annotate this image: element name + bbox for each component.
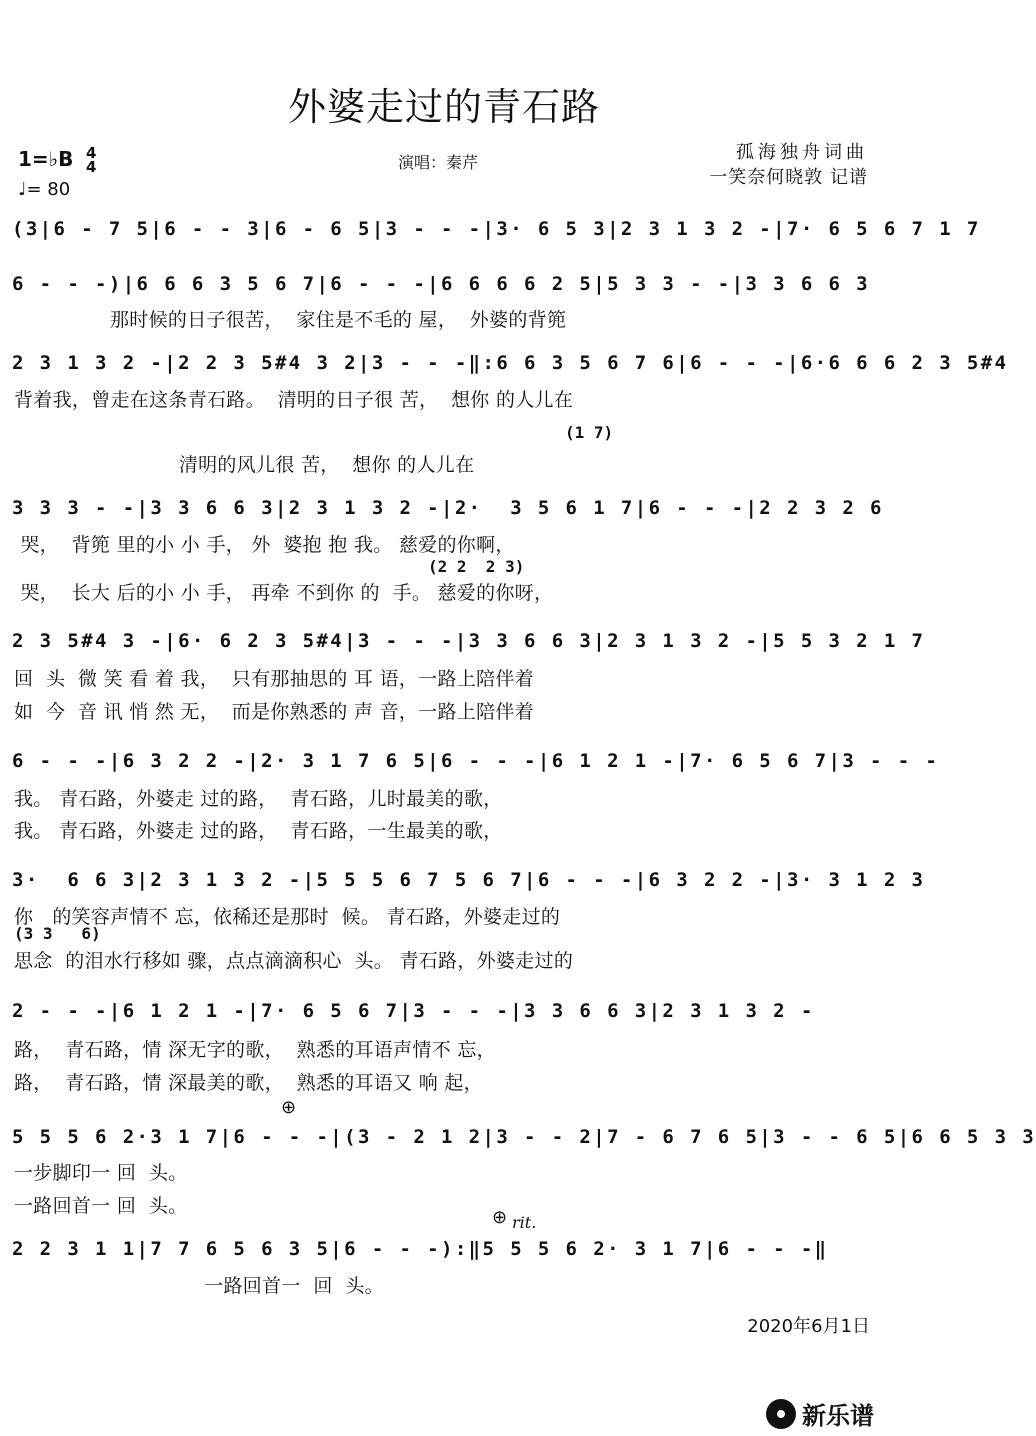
music-line-7: 3· 6 6 3|2 3 1 3 2 -|5 5 5 6 7 5 6 7|6 - - -|6 3 2 2 -|3· 3 1 2 3: [12, 869, 926, 891]
music-line-5: 2 3 5#4 3 -|6· 6 2 3 5#4|3 - - -|3 3 6 6 3|2 3 1 3 2 -|5 5 3 2 1 7: [12, 630, 926, 652]
lyric-line-7b: 思念 的泪水行移如 骤，点点滴滴积心 头。 青石路，外婆走过的: [14, 950, 574, 972]
logo-text: 新乐谱: [802, 1402, 874, 1430]
music-line-10: 2 2 3 1 1|7 7 6 5 6 3 5|6 - - -):‖5 5 5 6 2· 3 1 7|6 - - -‖: [12, 1238, 829, 1260]
alt-notes-line-7: (3 3 6): [14, 924, 101, 943]
song-title: 外婆走过的青石路: [287, 85, 600, 129]
lyric-line-8b: 路， 青石路，情 深最美的歌， 熟悉的耳语又 响 起，: [14, 1072, 483, 1094]
lyric-line-5b: 如 今 音 讯 悄 然 无， 而是你熟悉的 声 音，一路上陪伴着: [14, 701, 534, 723]
lyric-line-3b: 清明的风儿很 苦， 想你 的人儿在: [14, 454, 475, 476]
lyric-line-2a: 那时候的日子很苦， 家住是不毛的 屋， 外婆的背篼: [110, 309, 567, 331]
lyric-line-10a: 一路回首一 回 头。: [14, 1275, 384, 1297]
lyric-line-8a: 路， 青石路，情 深无字的歌， 熟悉的耳语声情不 忘，: [14, 1039, 496, 1061]
date-stamp: 2020年6月1日: [747, 1316, 870, 1337]
music-line-4: 3 3 3 - -|3 3 6 6 3|2 3 1 3 2 -|2· 3 5 6 1 7|6 - - -|2 2 3 2 6: [12, 497, 884, 519]
disc-icon: [766, 1399, 796, 1429]
music-line-8: 2 - - -|6 1 2 1 -|7· 6 5 6 7|3 - - -|3 3 6 6 3|2 3 1 3 2 -: [12, 1000, 815, 1022]
transcriber-credit: 一笑奈何晓敦 记谱: [709, 167, 868, 188]
coda-marker-1: ⊕: [281, 1097, 297, 1118]
lyric-line-6a: 我。 青石路，外婆走 过的路， 青石路，儿时最美的歌，: [14, 788, 503, 810]
tempo-marking: ♩= 80: [18, 179, 71, 200]
music-line-1: (3|6 - 7 5|6 - - 3|6 - 6 5|3 - - -|3· 6 5 3|2 3 1 3 2 -|7· 6 5 6 7 1 7: [12, 218, 981, 240]
music-line-3: 2 3 1 3 2 -|2 2 3 5#4 3 2|3 - - -‖:6 6 3 5 6 7 6|6 - - -|6·6 6 6 2 3 5#4: [12, 352, 1009, 374]
lyric-line-5a: 回 头 微 笑 看 着 我， 只有那抽思的 耳 语，一路上陪伴着: [14, 668, 534, 690]
music-line-9: 5 5 5 6 2·3 1 7|6 - - -|(3 - 2 1 2|3 - - 2|7 - 6 7 6 5|3 - - 6 5|6 6 5 3 3: [12, 1126, 1036, 1148]
lyric-line-4a: 哭， 背篼 里的小 小 手， 外 婆抱 抱 我。 慈爱的你啊，: [14, 534, 515, 556]
lyric-line-4b: 哭， 长大 后的小 小 手， 再牵 不到你 的 手。 慈爱的你呀，: [14, 582, 554, 604]
composer-credit: 孤海独舟词曲: [736, 142, 868, 163]
lyric-line-7a: 你 的笑容声情不 忘，依稀还是那时 候。 青石路，外婆走过的: [14, 906, 561, 928]
site-logo: [766, 1396, 874, 1431]
lyric-line-6b: 我。 青石路，外婆走 过的路， 青石路，一生最美的歌，: [14, 820, 503, 842]
alt-notes-line-3: (1 7): [565, 423, 614, 442]
singer-credit: 演唱：秦芹: [398, 153, 479, 172]
music-line-6: 6 - - -|6 3 2 2 -|2· 3 1 7 6 5|6 - - -|6 1 2 1 -|7· 6 5 6 7|3 - - -: [12, 750, 940, 772]
music-line-2: 6 - - -)|6 6 6 3 5 6 7|6 - - -|6 6 6 6 2 5|5 3 3 - -|3 3 6 6 3: [12, 273, 871, 295]
lyric-line-3a: 背着我，曾走在这条青石路。 清明的日子很 苦， 想你 的人儿在: [14, 389, 574, 411]
rit-marking: rit.: [512, 1213, 537, 1232]
lyric-line-9a: 一步脚印一 回 头。: [14, 1162, 188, 1184]
coda-marker-2: ⊕: [492, 1207, 508, 1228]
lyric-line-9b: 一路回首一 回 头。: [14, 1195, 188, 1217]
alt-notes-line-4: (2 2 2 3): [428, 557, 525, 576]
time-signature: 4 4: [86, 144, 97, 176]
key-signature: 1=♭B: [18, 147, 74, 171]
